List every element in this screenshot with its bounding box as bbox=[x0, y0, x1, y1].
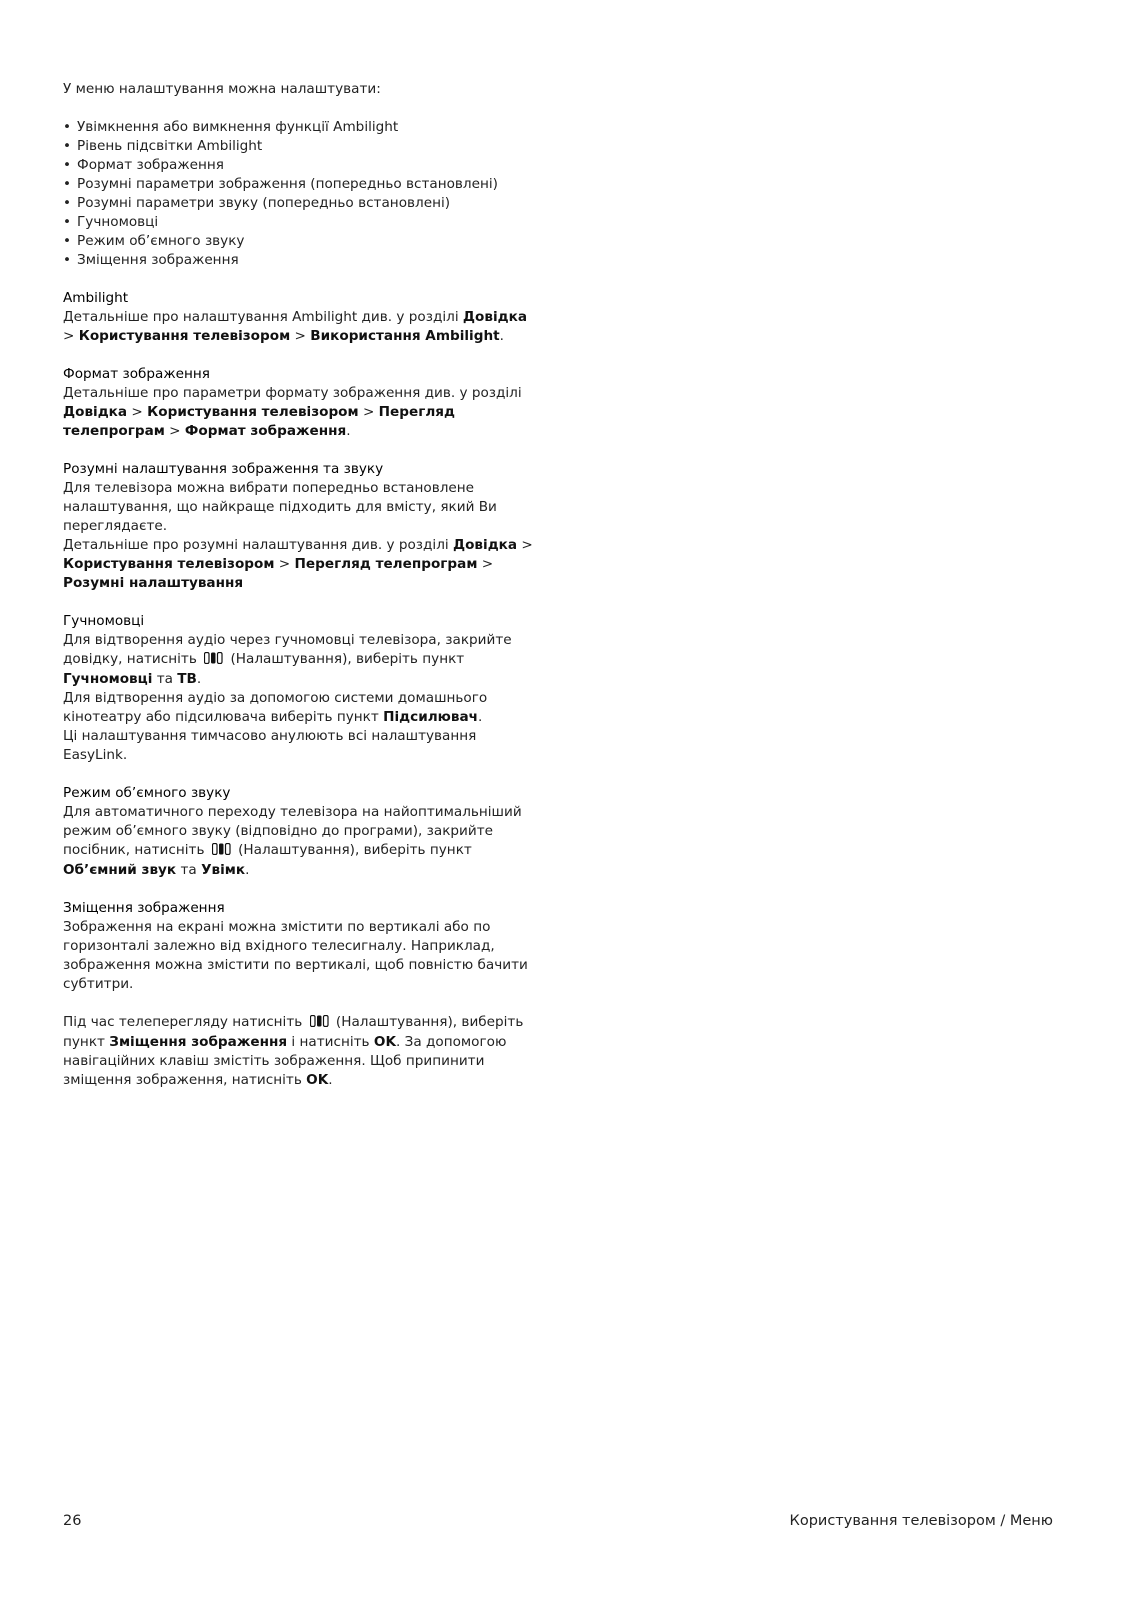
bullet-dot: • bbox=[63, 252, 72, 268]
section-picture-format bbox=[63, 365, 533, 441]
list-item: • Розумні параметри звуку (попередньо встановлені) bbox=[63, 195, 451, 211]
menu-path-tv-use: Користування телевізором bbox=[147, 404, 359, 420]
section-heading: Режим об’ємного звуку bbox=[63, 785, 231, 801]
section-heading: Ambilight bbox=[63, 290, 129, 306]
section-body: Для відтворення аудіо через гучномовці телевізора, закрийте довідку, натисніть (Налаштування), виберіть пункт Гучномовці та ТВ. bbox=[63, 632, 512, 687]
section-smart-settings bbox=[63, 460, 533, 593]
menu-path-watching: Перегляд телепрограм bbox=[63, 404, 455, 439]
section-body: Під час телеперегляду натисніть (Налаштування), виберіть пункт Зміщення зображення і натисніть OK. За допомогою навігаційних клавіш змістіть зображення. Щоб припинити зміщення зображення, натисніть OK. bbox=[63, 1014, 524, 1088]
section-body: Зображення на екрані можна змістити по вертикалі або по горизонталі залежно від вхідного телесигналу. Наприклад, зображення можна змістити по вертикалі, щоб повністю бачити субтитри. bbox=[63, 919, 528, 992]
list-item: • Гучномовці bbox=[63, 214, 159, 230]
option-surround: Об’ємний звук bbox=[63, 862, 177, 878]
section-body: Детальніше про параметри формату зображення див. у розділі Довідка > Користування телевізором > Перегляд телепрограм > Формат зображення. bbox=[63, 385, 522, 439]
section-body: Для автоматичного переходу телевізора на найоптимальніший режим об’ємного звуку (відповідно до програми), закрийте посібник, натисніть (Налаштування), виберіть пункт Об’ємний звук та Увімк. bbox=[63, 804, 522, 878]
settings-list bbox=[63, 118, 533, 270]
setup-icon bbox=[310, 1014, 329, 1033]
section-heading: Гучномовці bbox=[63, 613, 145, 629]
menu-path-format: Формат зображення bbox=[184, 423, 347, 439]
section-body: Детальніше про розумні налаштування див. у розділі Довідка > Користування телевізором > Перегляд телепрограм > Розумні налаштування bbox=[63, 537, 533, 591]
menu-path-tv-use: Користування телевізором bbox=[78, 328, 291, 344]
list-item: • Зміщення зображення bbox=[63, 252, 239, 268]
setup-icon bbox=[212, 842, 231, 861]
bullet-dot: • bbox=[63, 138, 72, 154]
bullet-dot: • bbox=[63, 157, 72, 173]
option-on: Увімк bbox=[201, 862, 246, 878]
menu-path-help: Довідка bbox=[63, 404, 128, 420]
section-body: Детальніше про налаштування Ambilight див. у розділі Довідка > Користування телевізором > Використання Ambilight. bbox=[63, 309, 528, 344]
menu-path-ambilight: Використання Ambilight bbox=[310, 328, 500, 344]
section-picture-shift bbox=[63, 899, 533, 1090]
list-item: • Рівень підсвітки Ambilight bbox=[63, 138, 263, 154]
menu-path-watching: Перегляд телепрограм bbox=[294, 556, 478, 572]
footer-title: Користування телевізором / Меню bbox=[789, 1513, 1053, 1529]
page-content bbox=[63, 80, 533, 1109]
section-body: Для телевізора можна вибрати попередньо встановлене налаштування, що найкраще підходить для вмісту, який Ви переглядаєте. bbox=[63, 480, 497, 534]
list-item: • Формат зображення bbox=[63, 157, 224, 173]
section-ambilight bbox=[63, 289, 533, 346]
section-body: Ці налаштування тимчасово анулюють всі налаштування EasyLink. bbox=[63, 728, 477, 763]
bullet-dot: • bbox=[63, 214, 72, 230]
list-item: • Режим об’ємного звуку bbox=[63, 233, 245, 249]
list-item: • Розумні параметри зображення (попередньо встановлені) bbox=[63, 176, 498, 192]
section-heading: Зміщення зображення bbox=[63, 900, 225, 916]
bullet-dot: • bbox=[63, 176, 72, 192]
bullet-dot: • bbox=[63, 195, 72, 211]
option-tv: ТВ bbox=[177, 671, 197, 687]
intro-text: У меню налаштування можна налаштувати: bbox=[63, 81, 381, 97]
section-speakers bbox=[63, 612, 533, 765]
section-heading: Формат зображення bbox=[63, 366, 210, 382]
section-heading: Розумні налаштування зображення та звуку bbox=[63, 461, 384, 477]
option-amplifier: Підсилювач bbox=[383, 709, 479, 725]
bullet-dot: • bbox=[63, 233, 72, 249]
option-picture-shift: Зміщення зображення bbox=[109, 1034, 288, 1050]
menu-path-smart: Розумні налаштування bbox=[63, 575, 244, 591]
section-body: Для відтворення аудіо за допомогою системи домашнього кінотеатру або підсилювача виберіть пункт Підсилювач. bbox=[63, 690, 488, 725]
option-speakers: Гучномовці bbox=[63, 671, 153, 687]
bullet-dot: • bbox=[63, 119, 72, 135]
menu-path-help: Довідка bbox=[462, 309, 528, 325]
section-surround-mode bbox=[63, 784, 533, 880]
menu-path-tv-use: Користування телевізором bbox=[63, 556, 275, 572]
menu-path-help: Довідка bbox=[452, 537, 518, 553]
ok-key: OK bbox=[306, 1072, 329, 1088]
list-item: • Увімкнення або вимкнення функції Ambilight bbox=[63, 119, 399, 135]
setup-icon bbox=[204, 651, 223, 670]
page-number: 26 bbox=[63, 1513, 82, 1529]
ok-key: OK bbox=[373, 1034, 396, 1050]
